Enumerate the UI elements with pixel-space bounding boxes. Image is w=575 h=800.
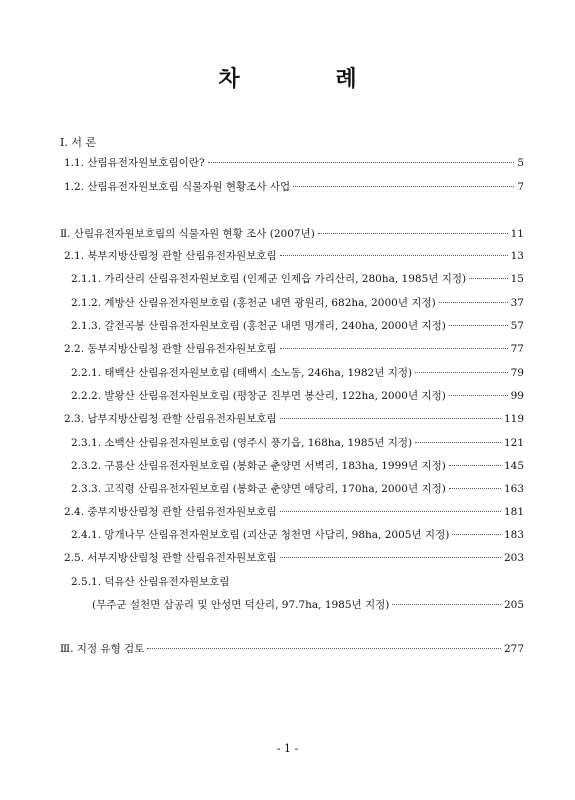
dot-leader: [449, 488, 501, 489]
dot-leader: [415, 372, 508, 373]
section-heading-1: Ⅰ. 서 론: [60, 136, 97, 149]
toc-page-number: 277: [503, 643, 524, 655]
toc-entry-label: 2.3.3. 고직령 산림유전자원보호림 (봉화군 춘양면 애당리, 170ha, 2000년 지정): [71, 483, 446, 495]
dot-leader: [280, 348, 508, 349]
toc-entry-label: 1.2. 산림유전자원보호림 식물자원 현황조사 사업: [64, 181, 291, 193]
toc-page-number: 203: [503, 552, 524, 564]
toc-page-number: 183: [503, 529, 524, 541]
toc-entry-label: Ⅲ. 지정 유형 검토: [60, 643, 145, 655]
toc-entry-2-1-2[interactable]: [71, 295, 524, 310]
toc-entry-2-3-1[interactable]: [71, 435, 524, 450]
toc-entry-label: 2.4. 중부지방산림청 관할 산림유전자원보호림: [64, 506, 277, 518]
toc-page-number: 121: [503, 437, 524, 449]
toc-entry-1-1[interactable]: [64, 155, 524, 170]
dot-leader: [449, 325, 508, 326]
toc-entry-label: 2.1.3. 갈전곡봉 산림유전자원보호림 (홍천군 내면 명개리, 240ha, 2000년 지정): [71, 320, 446, 332]
toc-entry-2-5-1[interactable]: 2.5.1. 덕유산 산림유전자원보호림: [71, 576, 230, 588]
toc-page-number: 181: [503, 506, 524, 518]
toc-entry-2-1[interactable]: [64, 248, 524, 263]
toc-page-number: 99: [510, 390, 524, 402]
toc-entry-label: 2.5. 서부지방산림청 관할 산림유전자원보호림: [64, 552, 277, 564]
toc-entry-label: 2.1.1. 가리산리 산림유전자원보호림 (인제군 인제읍 가리산리, 280ha, 1985년 지정): [71, 273, 467, 285]
toc-page-number: 15: [510, 273, 524, 285]
toc-page-number: 205: [503, 599, 524, 611]
toc-entry-label: 2.2. 동부지방산림청 관할 산림유전자원보호림: [64, 343, 277, 355]
toc-page-number: 5: [517, 157, 524, 169]
toc-entry-2-2-2[interactable]: [71, 388, 524, 403]
toc-page-number: 37: [510, 297, 524, 309]
toc-entry-label: 2.3.2. 구룡산 산림유전자원보호림 (봉화군 춘양면 서벽리, 183ha, 1999년 지정): [71, 460, 446, 472]
toc-entry-2-2-1[interactable]: [71, 365, 524, 380]
dot-leader: [469, 278, 507, 279]
toc-page-number: 145: [503, 460, 524, 472]
toc-entry-label: 2.4.1. 망개나무 산림유전자원보호림 (괴산군 청천면 사담리, 98ha, 2005년 지정): [71, 529, 450, 541]
dot-leader: [318, 233, 508, 234]
dot-leader: [147, 648, 501, 649]
toc-entry-2-4-1[interactable]: [71, 527, 524, 542]
toc-entry-label: 2.3. 남부지방산림청 관할 산림유전자원보호림: [64, 413, 277, 425]
dot-leader: [208, 162, 515, 163]
toc-section-2[interactable]: [60, 226, 524, 241]
toc-page-number: 57: [510, 320, 524, 332]
toc-entry-2-4[interactable]: [64, 504, 524, 519]
page-title: 차 례: [218, 66, 401, 92]
dot-leader: [439, 302, 508, 303]
toc-entry-2-3[interactable]: [64, 411, 524, 426]
toc-entry-2-5[interactable]: [64, 550, 524, 565]
toc-entry-label: Ⅱ. 산림유전자원보호림의 식물자원 현황 조사 (2007년): [60, 228, 315, 240]
dot-leader: [293, 186, 514, 187]
toc-entry-label: 1.1. 산림유전자원보호림이란?: [64, 157, 205, 169]
toc-entry-label: 2.2.2. 발왕산 산림유전자원보호림 (평창군 진부면 봉산리, 122ha, 2000년 지정): [71, 390, 446, 402]
toc-page-number: 79: [510, 367, 524, 379]
toc-entry-2-3-2[interactable]: [71, 458, 524, 473]
dot-leader: [280, 511, 501, 512]
toc-entry-label: 2.3.1. 소백산 산림유전자원보호림 (영주시 풍기읍, 168ha, 1985년 지정): [71, 437, 413, 449]
toc-entry-label: 2.2.1. 태백산 산림유전자원보호림 (태백시 소노동, 246ha, 1982년 지정): [71, 367, 413, 379]
toc-entry-2-1-1[interactable]: [71, 271, 524, 286]
toc-page-number: 11: [510, 228, 524, 240]
toc-page-number: 163: [503, 483, 524, 495]
dot-leader: [280, 557, 501, 558]
toc-page-number: 119: [503, 413, 524, 425]
toc-entry-label: 2.1. 북부지방산림청 관할 산림유전자원보호림: [64, 250, 277, 262]
toc-page-number: 13: [510, 250, 524, 262]
toc-entry-2-2[interactable]: [64, 341, 524, 356]
toc-section-3[interactable]: [60, 641, 524, 656]
dot-leader: [452, 534, 501, 535]
toc-entry-label: 2.1.2. 계방산 산림유전자원보호림 (홍천군 내면 광원리, 682ha, 2000년 지정): [71, 297, 436, 309]
dot-leader: [449, 465, 501, 466]
dot-leader: [280, 255, 508, 256]
dot-leader: [392, 604, 501, 605]
toc-entry-2-1-3[interactable]: [71, 318, 524, 333]
toc-page-number: 7: [517, 181, 524, 193]
toc-entry-2-5-1-detail[interactable]: [92, 597, 524, 612]
dot-leader: [449, 395, 508, 396]
toc-entry-2-3-3[interactable]: [71, 481, 524, 496]
dot-leader: [415, 442, 501, 443]
toc-entry-1-2[interactable]: [64, 179, 524, 194]
dot-leader: [280, 418, 501, 419]
page-number: - 1 -: [276, 742, 299, 755]
toc-page-number: 77: [510, 343, 524, 355]
toc-entry-label: (무주군 설천면 삼공리 및 안성면 덕산리, 97.7ha, 1985년 지정): [92, 599, 390, 611]
